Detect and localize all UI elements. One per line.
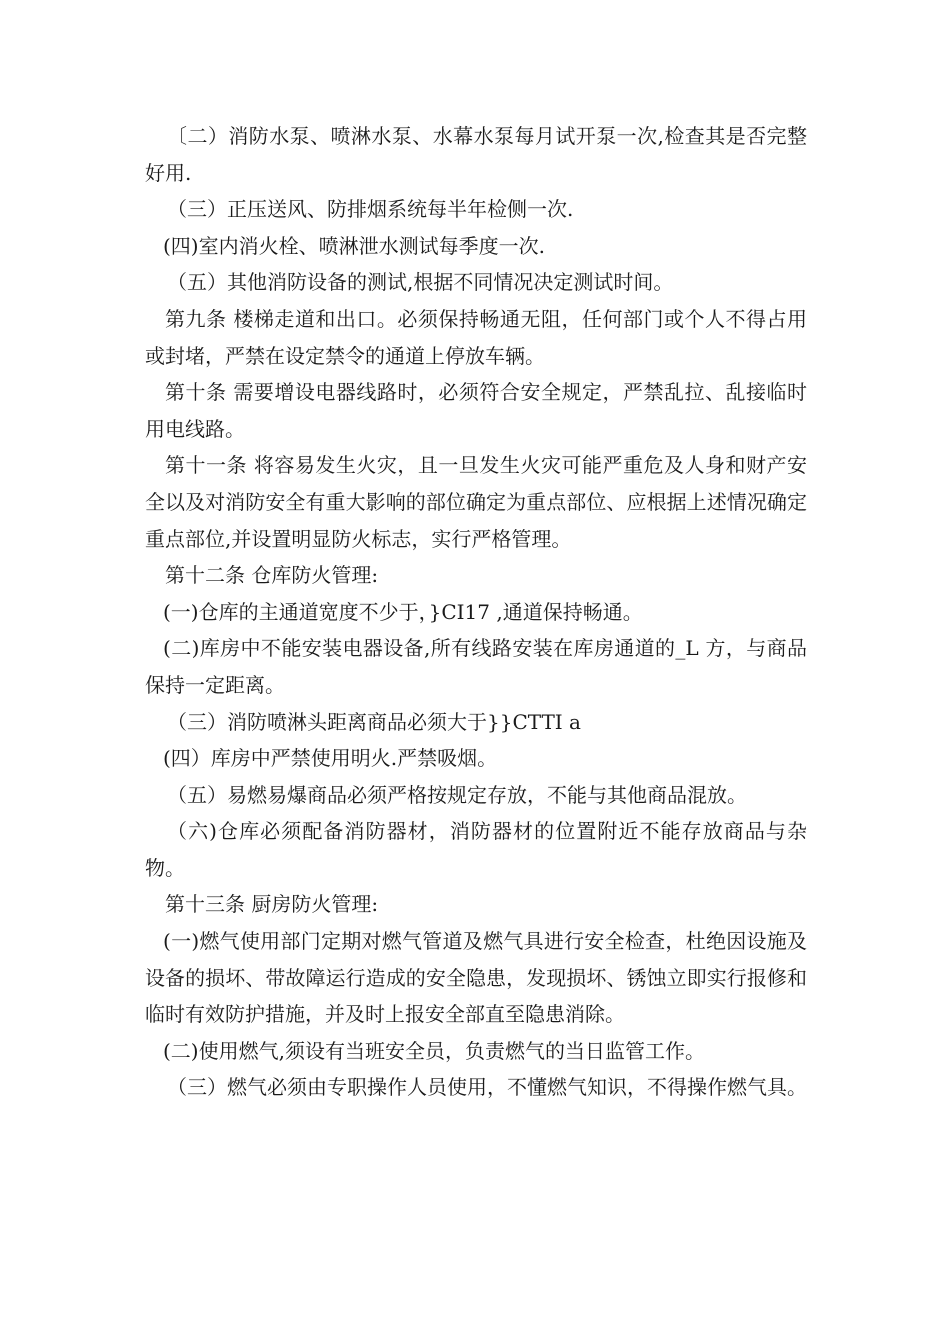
paragraph-warehouse-item-5: （五）易燃易爆商品必须严格按规定存放，不能与其他商品混放。 — [167, 782, 747, 807]
paragraph-article-11: 第十一条 将容易发生火灾，且一旦发生火灾可能严重危及人身和财产安全以及对消防安全有重大影响的部位确定为重点部位、应根据上述情况确定重点部位,并设置明显防火标志，实行严格管理。 — [145, 453, 807, 551]
paragraph-article-9: 第九条 楼梯走道和出口。必须保持畅通无阻，任何部门或个人不得占用或封堵，严禁在设定禁令的通道上停放车辆。 — [145, 306, 807, 368]
paragraph-warehouse-item-4: (四）库房中严禁使用明火.严禁吸烟。 — [163, 746, 498, 771]
paragraph-kitchen-item-2: (二)使用燃气,须设有当班安全员，负责燃气的当日监管工作。 — [163, 1038, 705, 1063]
paragraph-article-13-heading: 第十三条 厨房防火管理: — [165, 892, 379, 917]
paragraph-article-10: 第十条 需要增设电器线路时，必须符合安全规定，严禁乱拉、乱接临时用电线路。 — [145, 380, 807, 441]
paragraph-smoke-exhaust-check: （三）正压送风、防排烟系统每半年检侧一次. — [167, 197, 574, 222]
paragraph-pump-test: 〔二）消防水泵、喷淋水泵、水幕水泵每月试开泵一次,检查其是否完整好用. — [145, 124, 807, 185]
paragraph-hydrant-test: (四)室内消火栓、喷淋泄水测试每季度一次. — [163, 233, 545, 258]
paragraph-article-12-heading: 第十二条 仓库防火管理: — [165, 563, 379, 588]
paragraph-warehouse-item-1: (一)仓库的主通道宽度不少于，}CI17 ,通道保持畅通。 — [163, 599, 643, 624]
document-page — [145, 118, 807, 1106]
paragraph-kitchen-item-1: (一)燃气使用部门定期对燃气管道及燃气具进行安全检查，杜绝因设施及设备的损坏、带故障运行造成的安全隐患，发现损坏、锈蚀立即实行报修和临时有效防护措施，并及时上报安全部直至隐患消除。 — [145, 929, 807, 1027]
paragraph-kitchen-item-3: （三）燃气必须由专职操作人员使用，不懂燃气知识，不得操作燃气具。 — [167, 1075, 807, 1100]
paragraph-other-equipment-test: （五）其他消防设备的测试,根据不同情况决定测试时间。 — [167, 270, 674, 295]
paragraph-warehouse-item-3: （三）消防喷淋头距离商品必须大于}}CTTI a — [167, 709, 581, 734]
paragraph-warehouse-item-2: (二)库房中不能安装电器设备,所有线路安装在库房通道的_L 方，与商品保持一定距离。 — [145, 636, 807, 697]
paragraph-warehouse-item-6: （六)仓库必须配备消防器材，消防器材的位置附近不能存放商品与杂物。 — [145, 819, 807, 880]
